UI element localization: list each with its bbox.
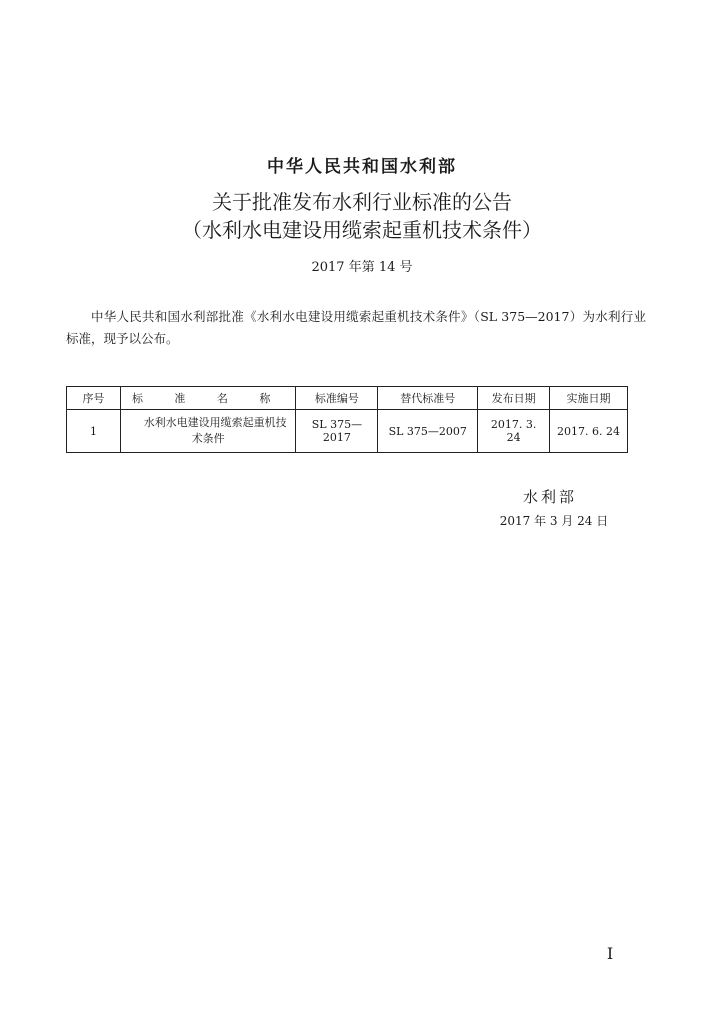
header-standard-code: 标准编号 (296, 387, 378, 410)
header-effective-date: 实施日期 (550, 387, 628, 410)
announcement-paragraph: 中华人民共和国水利部批准《水利水电建设用缆索起重机技术条件》（SL 375—2017）为水利行业标准，现予以公布。 (66, 309, 646, 346)
signature-date: 2017 年 3 月 24 日 (499, 514, 609, 528)
announcement-subtitle: （水利水电建设用缆索起重机技术条件） (182, 218, 542, 242)
header-standard-name: 标 准 名 称 (120, 387, 296, 410)
page-number: I (606, 944, 614, 963)
ministry-name: 中华人民共和国水利部 (267, 157, 457, 177)
header-release-date: 发布日期 (478, 387, 550, 410)
header-serial: 序号 (67, 387, 121, 410)
announcement-title: 关于批准发布水利行业标准的公告 (212, 190, 512, 214)
document-number: 2017 年第 14 号 (311, 260, 413, 275)
table-row (67, 410, 628, 453)
cell-standard-name: 水利水电建设用缆索起重机技术条件 (120, 410, 296, 453)
signature-organization: 水利部 (522, 488, 577, 506)
header-replaced-standard: 替代标准号 (378, 387, 478, 410)
standards-table (66, 386, 628, 453)
cell-effective-date: 2017. 6. 24 (550, 410, 628, 453)
cell-serial: 1 (67, 410, 121, 453)
cell-replaced-standard: SL 375—2007 (378, 410, 478, 453)
cell-standard-code: SL 375—2017 (296, 410, 378, 453)
table-header-row (67, 387, 628, 410)
cell-release-date: 2017. 3. 24 (478, 410, 550, 453)
